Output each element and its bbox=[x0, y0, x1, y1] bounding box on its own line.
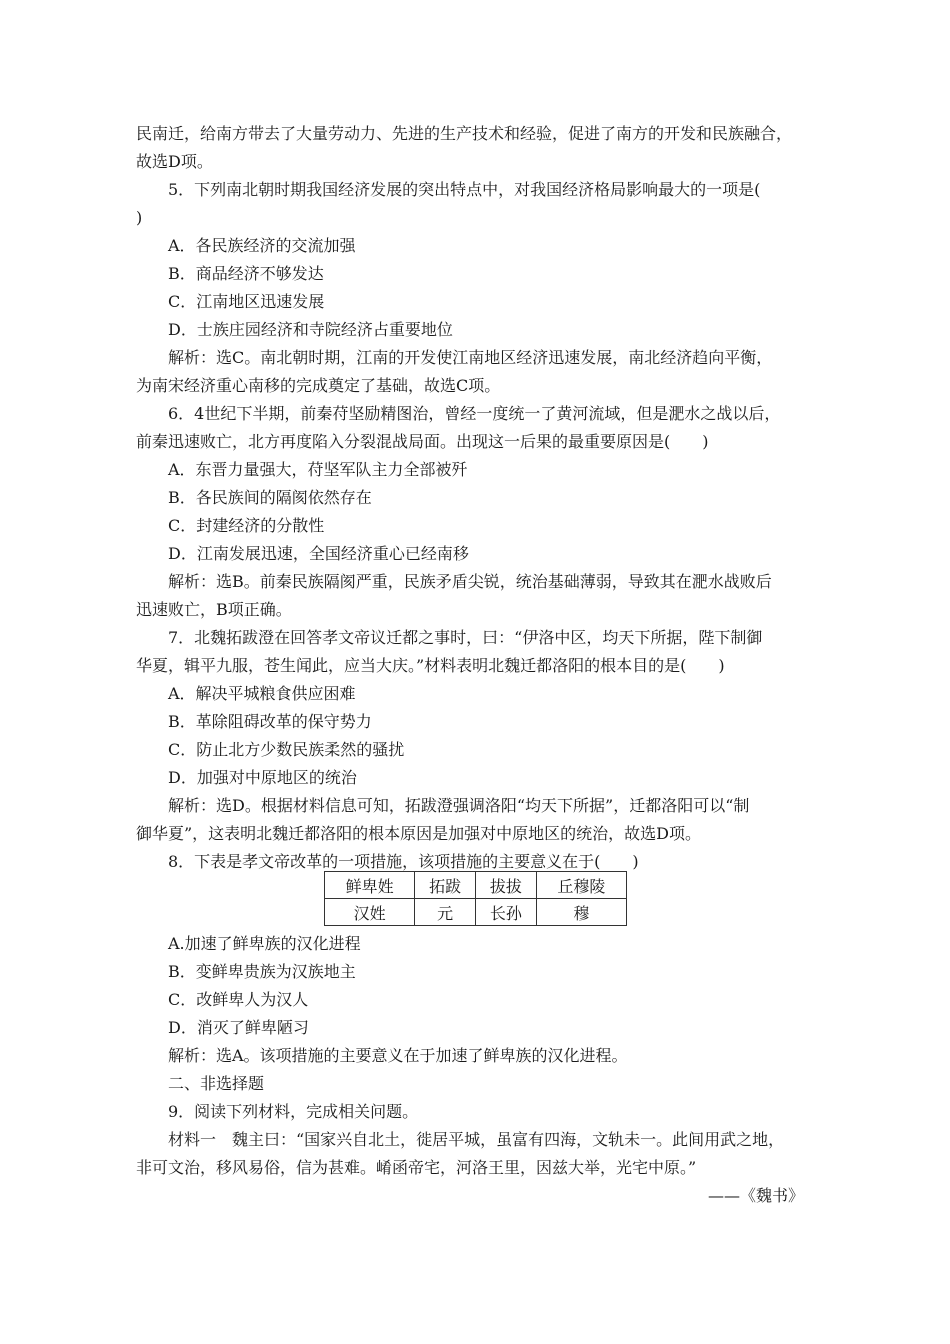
option-c: C．改鲜卑人为汉人 bbox=[168, 990, 309, 1009]
table-cell: 长孙 bbox=[475, 899, 536, 926]
table-cell: 鲜卑姓 bbox=[325, 872, 415, 899]
text-line: 为南宋经济重心南移的完成奠定了基础，故选C项。 bbox=[136, 376, 501, 395]
table-cell: 拓跋 bbox=[415, 872, 476, 899]
section-heading: 二、非选择题 bbox=[168, 1074, 265, 1093]
text-line: 故选D项。 bbox=[136, 152, 213, 171]
option-b: B．商品经济不够发达 bbox=[168, 264, 324, 283]
option-a: A．各民族经济的交流加强 bbox=[168, 236, 356, 255]
table-cell: 丘穆陵 bbox=[536, 872, 626, 899]
text-line: 民南迁，给南方带去了大量劳动力、先进的生产技术和经验，促进了南方的开发和民族融合， bbox=[136, 124, 793, 143]
table-cell: 汉姓 bbox=[325, 899, 415, 926]
option-a: A．东晋力量强大，苻坚军队主力全部被歼 bbox=[168, 460, 468, 479]
option-d: D．加强对中原地区的统治 bbox=[168, 768, 357, 787]
question-6: 6．4世纪下半期，前秦苻坚励精图治，曾经一度统一了黄河流域，但是淝水之战以后， bbox=[168, 404, 781, 423]
text-line: ) bbox=[136, 208, 143, 227]
material-one: 材料一 魏主曰：“国家兴自北土，徙居平城，虽富有四海，文轨未一。此间用武之地， bbox=[168, 1130, 785, 1149]
table-row bbox=[325, 899, 627, 926]
analysis: 解析：选C。南北朝时期，江南的开发使江南地区经济迅速发展，南北经济趋向平衡， bbox=[168, 348, 773, 367]
question-8: 8．下表是孝文帝改革的一项措施，该项措施的主要意义在于( ) bbox=[168, 852, 639, 871]
table-cell: 元 bbox=[415, 899, 476, 926]
option-c: C．江南地区迅速发展 bbox=[168, 292, 325, 311]
option-a: A．解决平城粮食供应困难 bbox=[168, 684, 356, 703]
table-cell: 穆 bbox=[536, 899, 626, 926]
text-line: 前秦迅速败亡，北方再度陷入分裂混战局面。出现这一后果的最重要原因是( ) bbox=[136, 432, 709, 451]
surname-table bbox=[324, 871, 627, 926]
option-b: B．各民族间的隔阂依然存在 bbox=[168, 488, 372, 507]
text-line: 迅速败亡，B项正确。 bbox=[136, 600, 292, 619]
question-7: 7．北魏拓跋澄在回答孝文帝议迁都之事时，曰：“伊洛中区，均天下所据，陛下制御 bbox=[168, 628, 763, 647]
text-line: 非可文治，移风易俗，信为甚难。崤函帝宅，河洛王里，因兹大举，光宅中原。” bbox=[136, 1158, 697, 1177]
option-b: B．变鲜卑贵族为汉族地主 bbox=[168, 962, 356, 981]
analysis: 解析：选A。该项措施的主要意义在于加速了鲜卑族的汉化进程。 bbox=[168, 1046, 628, 1065]
analysis: 解析：选B。前秦民族隔阂严重，民族矛盾尖锐，统治基础薄弱，导致其在淝水战败后 bbox=[168, 572, 772, 591]
option-d: D．士族庄园经济和寺院经济占重要地位 bbox=[168, 320, 453, 339]
text-line: 御华夏”，这表明北魏迁都洛阳的根本原因是加强对中原地区的统治，故选D项。 bbox=[136, 824, 702, 843]
table-cell: 拔拔 bbox=[475, 872, 536, 899]
option-c: C．防止北方少数民族柔然的骚扰 bbox=[168, 740, 405, 759]
option-d: D．江南发展迅速，全国经济重心已经南移 bbox=[168, 544, 469, 563]
question-9: 9．阅读下列材料，完成相关问题。 bbox=[168, 1102, 419, 1121]
option-a: A.加速了鲜卑族的汉化进程 bbox=[168, 934, 361, 953]
question-5: 5．下列南北朝时期我国经济发展的突出特点中，对我国经济格局影响最大的一项是( bbox=[168, 180, 761, 199]
source-citation: ——《魏书》 bbox=[707, 1186, 804, 1205]
analysis: 解析：选D。根据材料信息可知，拓跋澄强调洛阳“均天下所据”，迁都洛阳可以“制 bbox=[168, 796, 750, 815]
option-c: C．封建经济的分散性 bbox=[168, 516, 325, 535]
option-d: D．消灭了鲜卑陋习 bbox=[168, 1018, 309, 1037]
text-line: 华夏，辑平九服，苍生闻此，应当大庆。”材料表明北魏迁都洛阳的根本目的是( ) bbox=[136, 656, 725, 675]
table-row bbox=[325, 872, 627, 899]
option-b: B．革除阻碍改革的保守势力 bbox=[168, 712, 372, 731]
